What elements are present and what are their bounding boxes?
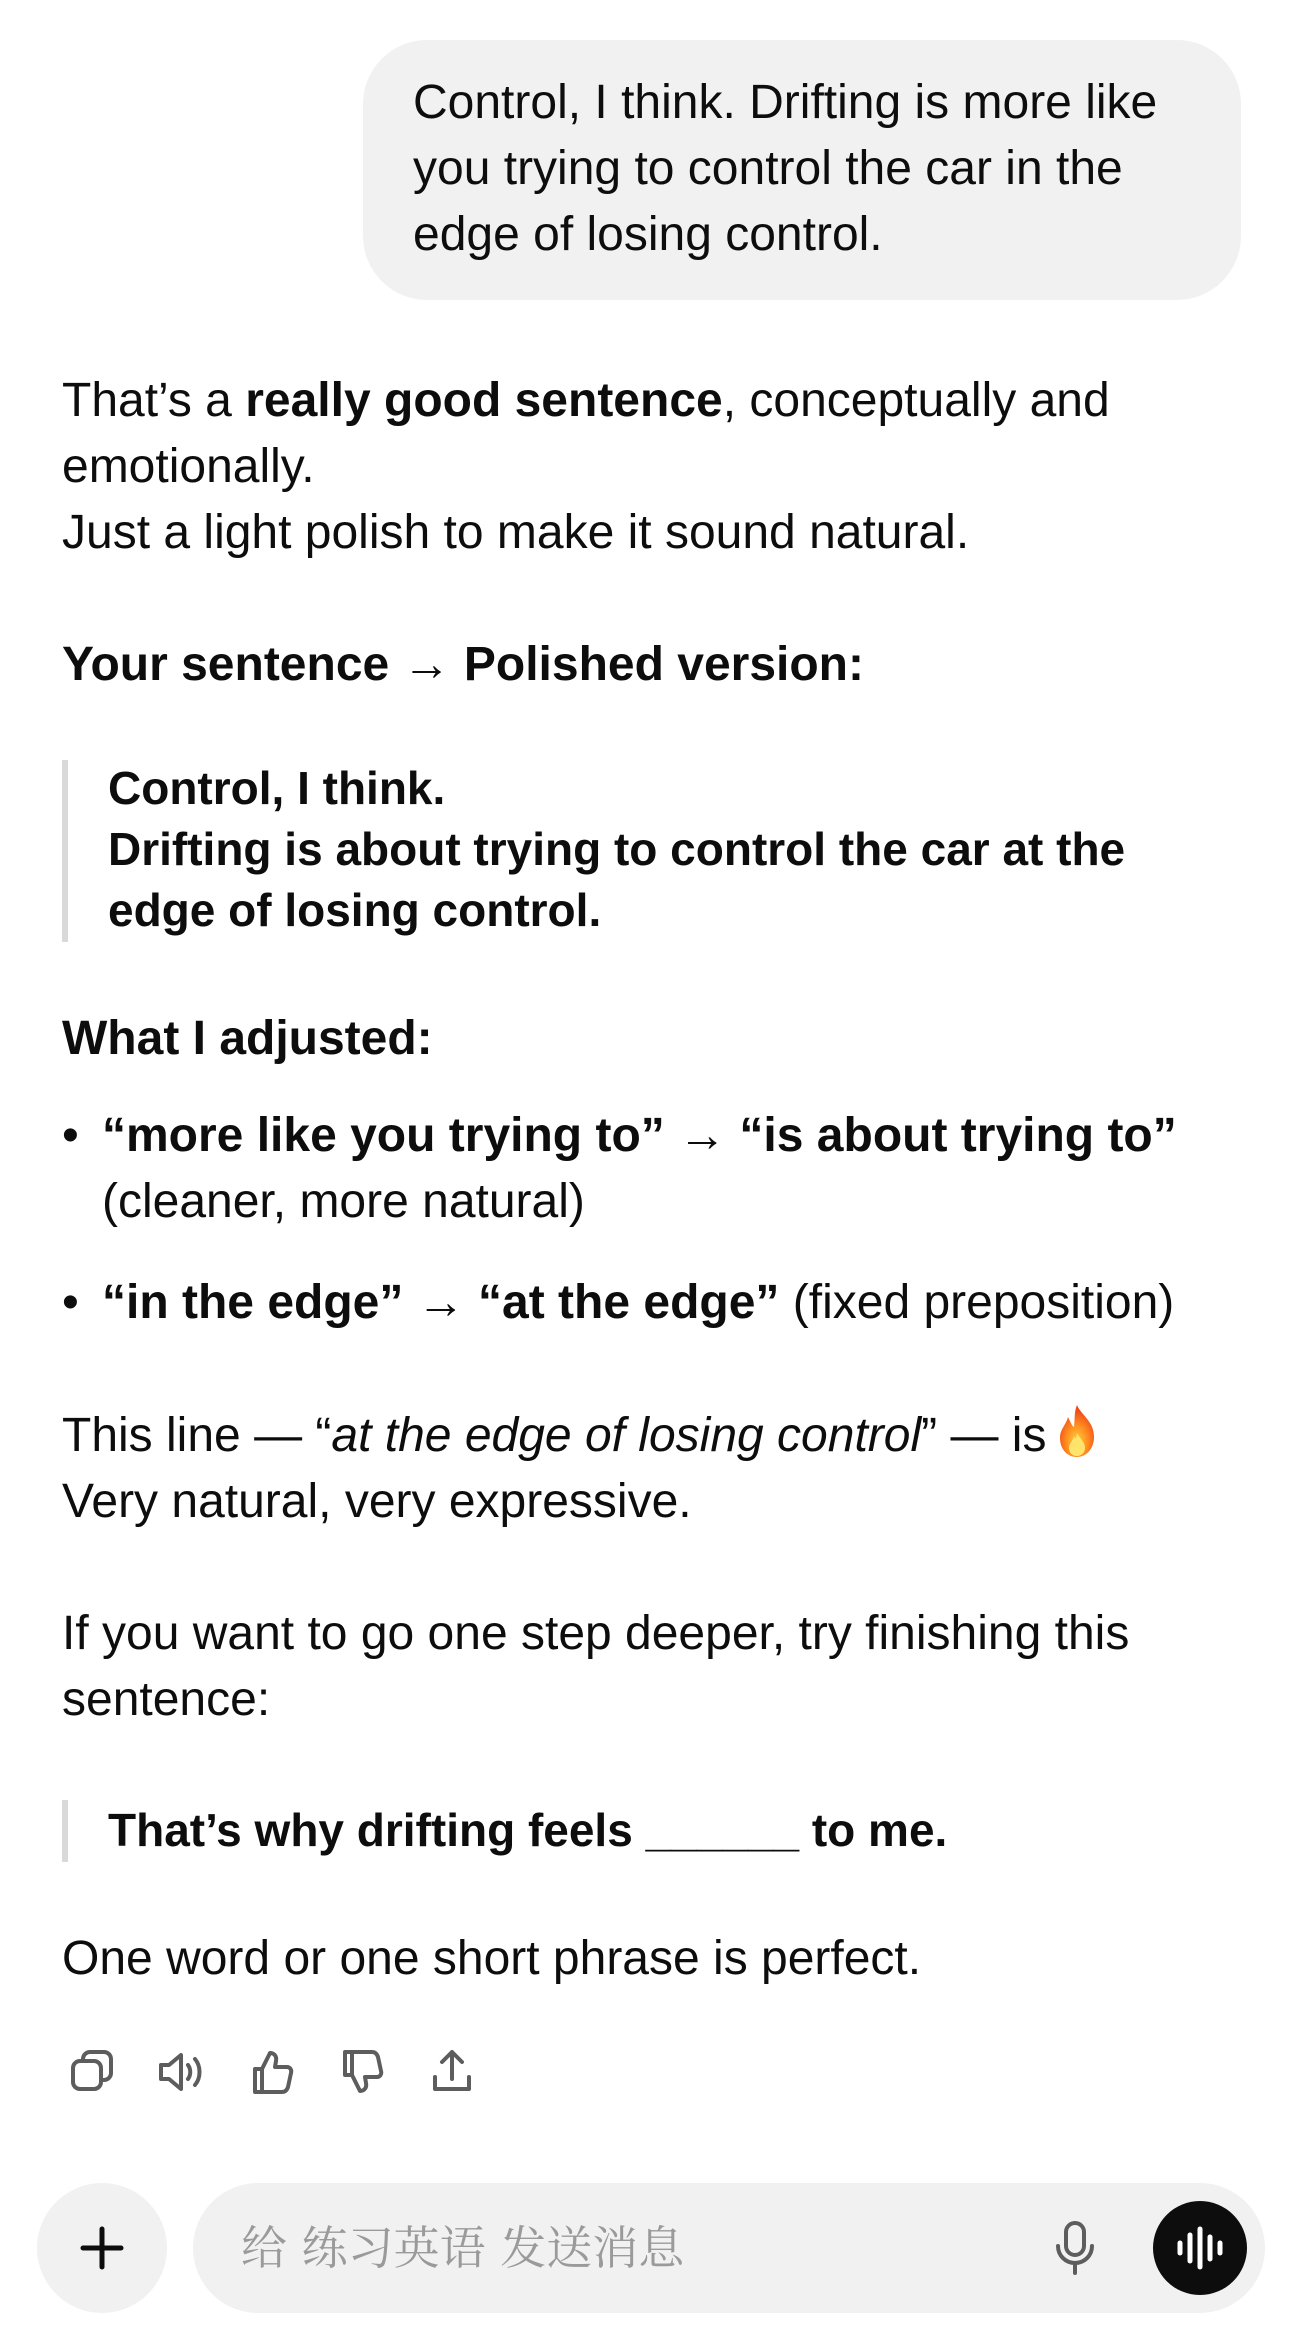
thumbs-up-icon — [247, 2047, 297, 2097]
quote-line: Drifting is about trying to control the car at the — [108, 823, 1126, 875]
user-message-line: Control, I think. Drifting is more like — [413, 76, 1158, 129]
intro-line — [62, 368, 1110, 434]
copy-icon — [67, 2047, 117, 2097]
highlight-pre: This line — “ — [62, 1409, 332, 1462]
fill-in-quote — [62, 1800, 947, 1862]
bullet-dot: • — [62, 1109, 79, 1162]
add-attachment-button[interactable] — [37, 2183, 167, 2313]
intro-text: That’s a — [62, 374, 246, 427]
bullet-bold-text: “in the edge” → “at the edge” — [102, 1276, 780, 1329]
user-message-line: edge of losing control. — [413, 208, 883, 261]
highlight-line — [62, 1403, 1100, 1469]
bullet-text — [102, 1270, 1174, 1336]
user-message-line: you trying to control the car in the — [413, 142, 1123, 195]
copy-button[interactable] — [60, 2040, 124, 2104]
heading-adjusted: What I adjusted: — [62, 1012, 433, 1065]
intro-line-2: emotionally. — [62, 440, 315, 493]
thumbs-down-button[interactable] — [330, 2040, 394, 2104]
deeper-line-2: sentence: — [62, 1673, 271, 1726]
bullet-note: (cleaner, more natural) — [102, 1175, 585, 1228]
message-input-placeholder: 给 练习英语 发送消息 — [241, 2221, 685, 2275]
read-aloud-button[interactable] — [150, 2040, 214, 2104]
bullet-note: (fixed preposition) — [779, 1276, 1175, 1329]
highlight-line-2: Very natural, very expressive. — [62, 1475, 692, 1528]
share-icon — [427, 2047, 477, 2097]
intro-bold-text: really good sentence — [245, 374, 723, 427]
heading-polished: Your sentence → Polished version: — [62, 638, 864, 691]
mic-icon — [1052, 2220, 1098, 2276]
polished-quote — [62, 760, 1125, 942]
bullet-bold-text: “more like you trying to” → “is about trying to” — [102, 1109, 1177, 1162]
intro-text-post: , conceptually and — [722, 374, 1110, 427]
intro-line-3: Just a light polish to make it sound natural. — [62, 506, 970, 559]
bullet-dot: • — [62, 1276, 79, 1329]
dictate-button[interactable] — [1043, 2216, 1107, 2280]
message-input[interactable] — [193, 2183, 1265, 2313]
plus-icon — [77, 2223, 127, 2273]
closing-line: One word or one short phrase is perfect. — [62, 1932, 922, 1985]
highlight-post: ” — is — [921, 1409, 1047, 1462]
thumbs-up-button[interactable] — [240, 2040, 304, 2104]
quote-line: Control, I think. — [108, 762, 446, 814]
deeper-line-1: If you want to go one step deeper, try finishing this — [62, 1607, 1130, 1660]
share-button[interactable] — [420, 2040, 484, 2104]
voice-mode-icon — [1175, 2226, 1225, 2270]
voice-mode-button[interactable] — [1153, 2201, 1247, 2295]
read-aloud-icon — [155, 2047, 209, 2097]
fire-icon — [1054, 1403, 1100, 1459]
quote-line: edge of losing control. — [108, 884, 602, 936]
thumbs-down-icon — [337, 2047, 387, 2097]
quote-line: That’s why drifting feels ______ to me. — [108, 1804, 948, 1856]
user-message-bubble — [363, 40, 1241, 300]
highlight-italic: at the edge of losing control — [331, 1409, 922, 1462]
